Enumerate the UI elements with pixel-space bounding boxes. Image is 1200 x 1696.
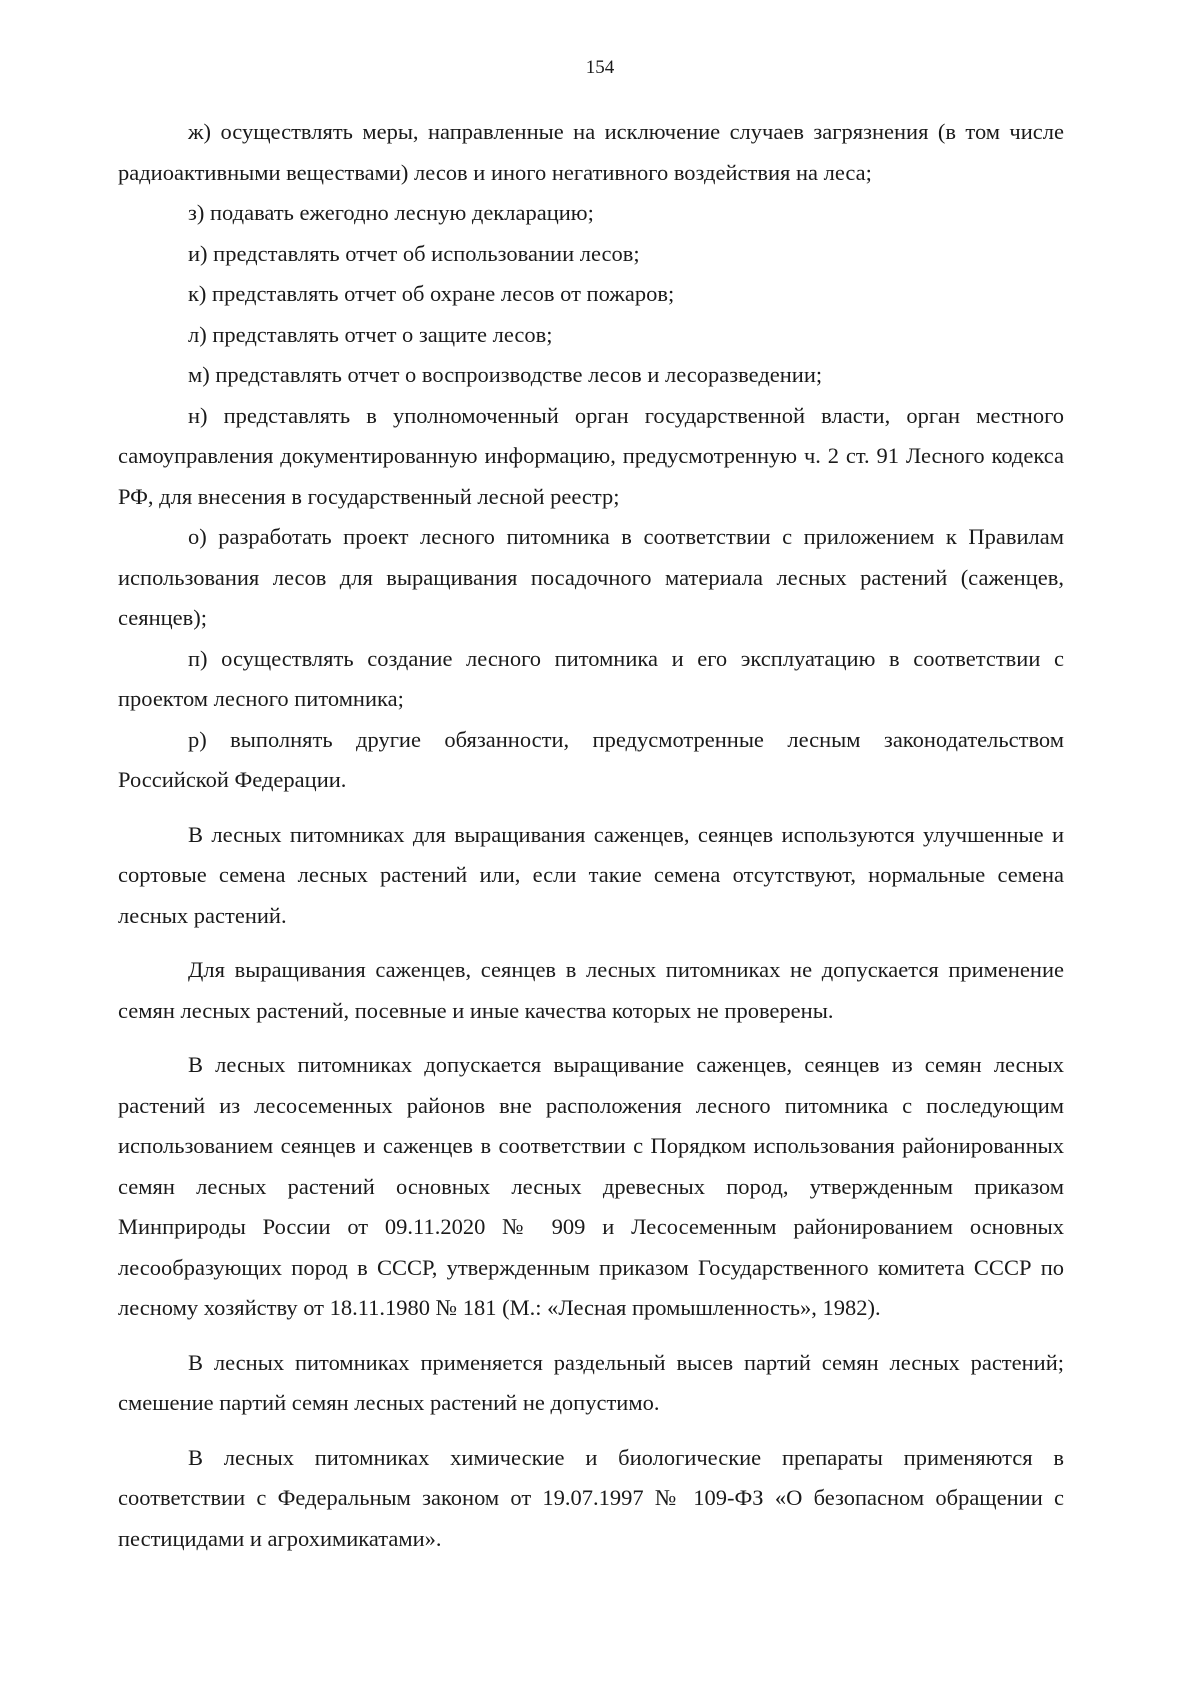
paragraph-item-m: м) представлять отчет о воспроизводстве лесов и лесоразведении; xyxy=(188,362,823,387)
paragraph-item-k: к) представлять отчет об охране лесов от пожаров; xyxy=(188,281,675,306)
paragraph-unverified-seeds: Для выращивания саженцев, сеянцев в лесных питомниках не допускается применение семян лесных растений, посевные и иные качества которых не проверены. xyxy=(118,957,1064,1023)
paragraph-improved-seeds: В лесных питомниках для выращивания саженцев, сеянцев используются улучшенные и сортовые семена лесных растений или, если такие семена отсутствуют, нормальные семена лесных растений. xyxy=(118,821,1064,928)
paragraph-item-o: о) разработать проект лесного питомника в соответствии с приложением к Правилам использования лесов для выращивания посадочного материала лесных растений (саженцев, сеянцев); xyxy=(118,524,1064,630)
paragraph-item-n: н) представлять в уполномоченный орган государственной власти, орган местного самоуправления документированную информацию, предусмотренную ч. 2 ст. 91 Лесного кодекса РФ, для внесения в государственный лесной реестр; xyxy=(118,402,1064,509)
paragraph-item-z: з) подавать ежегодно лесную декларацию; xyxy=(188,200,594,225)
paragraph-item-zh: ж) осуществлять меры, направленные на исключение случаев загрязнения (в том числе радиоактивными веществами) лесов и иного негативного воздействия на леса; xyxy=(118,119,1064,185)
paragraph-chemical-preparations: В лесных питомниках химические и биологические препараты применяются в соответствии с Федеральным законом от 19.07.1997 № 109-ФЗ «О безопасном обращении с пестицидами и агрохимикатами». xyxy=(118,1444,1064,1551)
paragraph-separate-sowing: В лесных питомниках применяется раздельный высев партий семян лесных растений; смешение партий семян лесных растений не допустимо. xyxy=(118,1349,1064,1415)
paragraph-seed-zoning: В лесных питомниках допускается выращивание саженцев, сеянцев из семян лесных растений из лесосеменных районов вне расположения лесного питомника с последующим использованием сеянцев и саженцев в соответствии с Порядком использования районированных семян лесных растений основных лесных древесных пород, утвержденным приказом Минприроды России от 09.11.2020 № 909 и Лесосеменным районированием основных лесообразующих пород в СССР, утвержденным приказом Государственного комитета СССР по лесному хозяйству от 18.11.1980 № 181 (М.: «Лесная промышленность», 1982). xyxy=(118,1052,1064,1320)
page-number: 154 xyxy=(585,57,615,78)
paragraph-item-l: л) представлять отчет о защите лесов; xyxy=(188,321,553,347)
document-body xyxy=(118,112,1064,1559)
paragraph-item-r: р) выполнять другие обязанности, предусмотренные лесным законодательством Российской Федерации. xyxy=(118,726,1064,792)
paragraph-item-p: п) осуществлять создание лесного питомника и его эксплуатацию в соответствии с проектом лесного питомника; xyxy=(118,645,1064,711)
paragraph-item-i: и) представлять отчет об использовании лесов; xyxy=(188,240,640,266)
